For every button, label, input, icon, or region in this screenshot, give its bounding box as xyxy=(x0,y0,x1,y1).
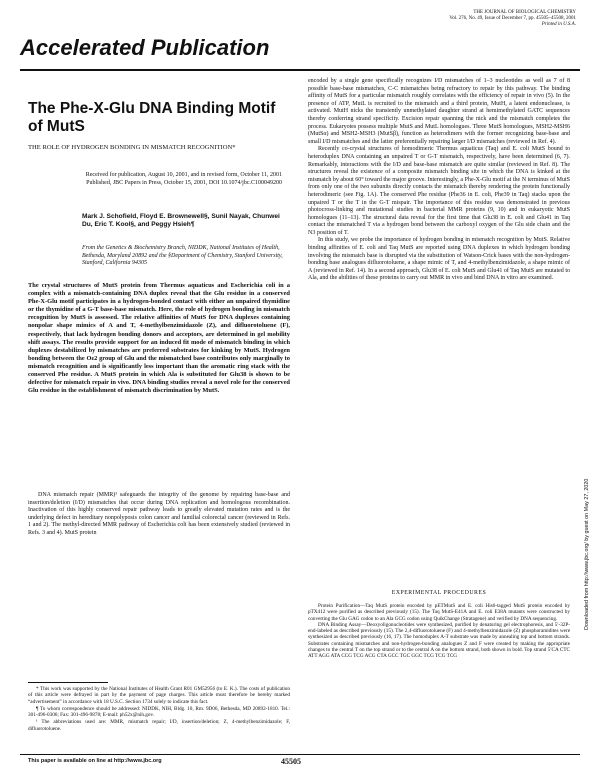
body-paragraph: Recently co-crystal structures of homodimeric Thermus aquaticus (Taq) and E. coli MutS bound to heteroduplex DNA containing an unpaired T or G-T mismatch, respectively, have been determined (6, 7). Remarkably, interactions with the I/D and base-base mismatch are quite similar (reviewed in Ref. 8). The structures reveal the existence of a composite mismatch binding site in which the DNA is kinked at the mismatch by about 60° toward the major groove. Interestingly, a Phe-X-Glu motif at the N terminus of MutS from only one of the two subunits directly contacts the mismatch thereby rendering the protein functionally heterodimeric (see Fig. 1A). The conserved Phe residue (Phe36 in E. coli, Phe39 in Taq) stacks upon the unpaired T or the T in the G-T mispair. The importance of this residue was demonstrated in previous photocross-linking and mutational studies in bacterial MMR proteins (9, 10) and in eukaryotic MutS homologues (11–13). The structural data reveal for the first time that Glu38 in E. coli and Glu41 in Taq contact the mismatched T via a hydrogen bond between the carboxyl oxygen of the Glu side chain and the N3 position of T. xyxy=(308,146,570,236)
footnote: ¹ The abbreviations used are: MMR, mismatch repair; I/D, insertion/deletion; Z, 4-methylbenzimidazole; F, difluorotoluene. xyxy=(28,719,290,732)
journal-info xyxy=(449,10,576,29)
footnote-rule xyxy=(28,682,108,683)
article-subtitle: THE ROLE OF HYDROGEN BONDING IN MISMATCH RECOGNITION* xyxy=(28,144,236,151)
body-paragraph: In this study, we probe the importance of hydrogen bonding in mismatch recognition by MutS. Relative binding affinities of E. coli and Taq MutS are reported using DNA duplexes in which hydrogen bonding involving the mismatch base is disrupted via the substitution of Watson-Crick bases with the non-hydrogen-bonding base analogues difluorotoluene, a shape mimic of T, and 4-methylbenzimidazole, a shape mimic of A (reviewed in Ref. 14). In a second approach, Glu38 of E. coli MutS and Glu41 of Taq MutS are mutated to Ala, and the abilities of these proteins to carry out MMR in vivo and bind DNA in vitro are examined. xyxy=(308,237,570,282)
printed-in: Printed in U.S.A. xyxy=(541,22,576,28)
article-title: The Phe-X-Glu DNA Binding Motif of MutS xyxy=(28,100,276,135)
footnotes xyxy=(28,686,290,733)
section-title: Accelerated Publication xyxy=(20,35,270,60)
journal-name: THE JOURNAL OF BIOLOGICAL CHEMISTRY xyxy=(473,10,576,15)
received-line: Received for publication, August 10, 2001, and in revised form, October 11, 2001 xyxy=(85,172,282,178)
volume-line: Vol. 276, No. 49, Issue of December 7, pp. 45505–45508, 2001 xyxy=(449,16,576,22)
footnote: * This work was supported by the National Institutes of Health Grant R01 GM52956 (to E. K.). The costs of publication of this article were defrayed in part by the payment of page charges. This article must therefore be hereby marked “advertisement” in accordance with 18 U.S.C. Section 1734 solely to indicate this fact. xyxy=(28,686,290,705)
footer-rule xyxy=(20,754,580,755)
methods-paragraph: DNA Binding Assay—Deoxyoligonucleotides were synthesized, purified by denaturing gel electrophoresis, and 5′-32P-end-labeled as described previously (15). The 2,4-difluorotoluene (F) and 4-methylbenzimidazole (Z) phosphoramidites were synthesized as described previously (16, 17). The homoduplex A-T substrate was made by annealing top and bottom strands. Substrates containing mismatches and non-hydrogen-bonding analogues Z and F were created by making the appropriate changes to the central T on the top strand or to the central A on the bottom strand, both shown in bold. Top strand 5′CA CTC ATT AGG ATA CCG TCG ACG CTA GCC TGC GGC TCG TCG TCG xyxy=(308,621,570,660)
author-list: Mark J. Schofield, Floyd E. Brownewell§, Sunil Nayak, Chunwei Du, Eric T. Kool§, and Peggy Hsieh¶ xyxy=(82,213,280,229)
body-column-right xyxy=(308,78,570,283)
body-column-left xyxy=(28,492,290,538)
body-paragraph: DNA mismatch repair (MMR)¹ safeguards the integrity of the genome by repairing base-base and insertion/deletion (I/D) mismatches that occur during DNA replication and homologous recombination. Inactivation of this highly conserved repair pathway leads to greatly elevated mutation rates and is the underlying defect in hereditary nonpolyposis colon cancer and familial colorectal cancer (reviewed in Refs. 1 and 2). The methyl-directed MMR pathway of Escherichia coli has been extensively studied (reviewed in Refs. 3 and 4). MutS protein xyxy=(28,492,290,536)
page-number: 45505 xyxy=(281,757,301,766)
methods-paragraph: Protein Purification—Taq MutS protein encoded by pETMutS and E. coli His6-tagged MutS protein encoded by pTX412 were purified as described previously (15). The Taq MutS-E41A and E. coli E38A mutants were constructed by converting the Glu GAG codon to an Ala GCG codon using QuikChange (Stratagene) and verified by DNA sequencing. xyxy=(308,603,570,622)
received-dates xyxy=(28,172,282,187)
footnote: ¶ To whom correspondence should be addressed: NIDDK, NIH, Bldg. 10, Rm. 9D06, Bethesda, MD 20892-1810. Tel.: 301-496-0306; Fax: 301-496-9878; E-mail: ph52x@nih.gov. xyxy=(28,705,290,719)
methods-section xyxy=(308,603,570,660)
published-line: Published, JBC Papers in Press, October 15, 2001, DOI 10.1074/jbc.C100049200 xyxy=(86,179,282,186)
download-link[interactable]: Downloaded from http://www.jbc.org/ by guest on May 27, 2020 xyxy=(584,478,590,630)
affiliation: From the Genetics & Biochemistry Branch, NIDDK, National Institutes of Health, Bethesda, Maryland 20892 and the §Department of Chemistry, Stanford University, Stanford, California 94305 xyxy=(82,245,283,267)
section-heading: EXPERIMENTAL PROCEDURES xyxy=(391,590,487,596)
download-watermark xyxy=(582,210,592,630)
availability-note: This paper is available on line at http://www.jbc.org xyxy=(28,758,162,764)
header-rule xyxy=(20,69,580,71)
body-paragraph: encoded by a single gene specifically recognizes I/D mismatches of 1–3 nucleotides as well as 7 of 8 possible base-base mismatches, C-C mismatches being refractory to repair by this pathway. The binding affinity of MutS for a particular mismatch roughly correlates with the efficiency of repair in vivo (5). In the presence of ATP, MutL is recruited to the mismatch and a third protein, MutH, a latent endonuclease, is activated. MutH nicks the transiently unmethylated daughter strand at hemimethylated GATC sequences thereby conferring strand specificity. Excision repair spanning the nick and the mismatch completes the process. Eukaryotes possess multiple MutS and MutL homologues. Three MutS homologues, MSH2-MSH6 (MutSα) and MSH2-MSH3 (MutSβ), function as heterodimers with the former recognizing base-base and small I/D mismatches and the latter preferentially repairing larger I/D mismatches (reviewed in Ref. 4). xyxy=(308,78,570,145)
abstract: The crystal structures of MutS protein from Thermus aquaticus and Escherichia coli in a complex with a mismatch-containing DNA duplex reveal that the Glu residue in a conserved Phe-X-Glu motif participates in a hydrogen-bonded contact with either an unpaired thymidine or the thymidine of a G-T base-base mismatch. Here, the role of hydrogen bonding in mismatch recognition by MutS is assessed. The relative affinities of MutS for DNA duplexes containing nonpolar shape mimics of A and T, 4-methylbenzimidazole (Z), and difluorotoluene (F), respectively, that lack hydrogen bonding donors and acceptors, are determined in gel mobility shift assays. The results provide support for an induced fit mode of mismatch binding in which duplexes destabilized by mismatches are preferred substrates for kinking by MutS. Hydrogen bonding between the Oε2 group of Glu and the mismatched base contributes only marginally to mismatch recognition and is significantly less important than the aromatic ring stack with the conserved Phe residue. A MutS protein in which Ala is substituted for Glu38 is shown to be defective for mismatch repair in vivo. DNA binding studies reveal a novel role for the conserved Glu residue in the establishment of mismatch discrimination by MutS. xyxy=(28,282,290,395)
